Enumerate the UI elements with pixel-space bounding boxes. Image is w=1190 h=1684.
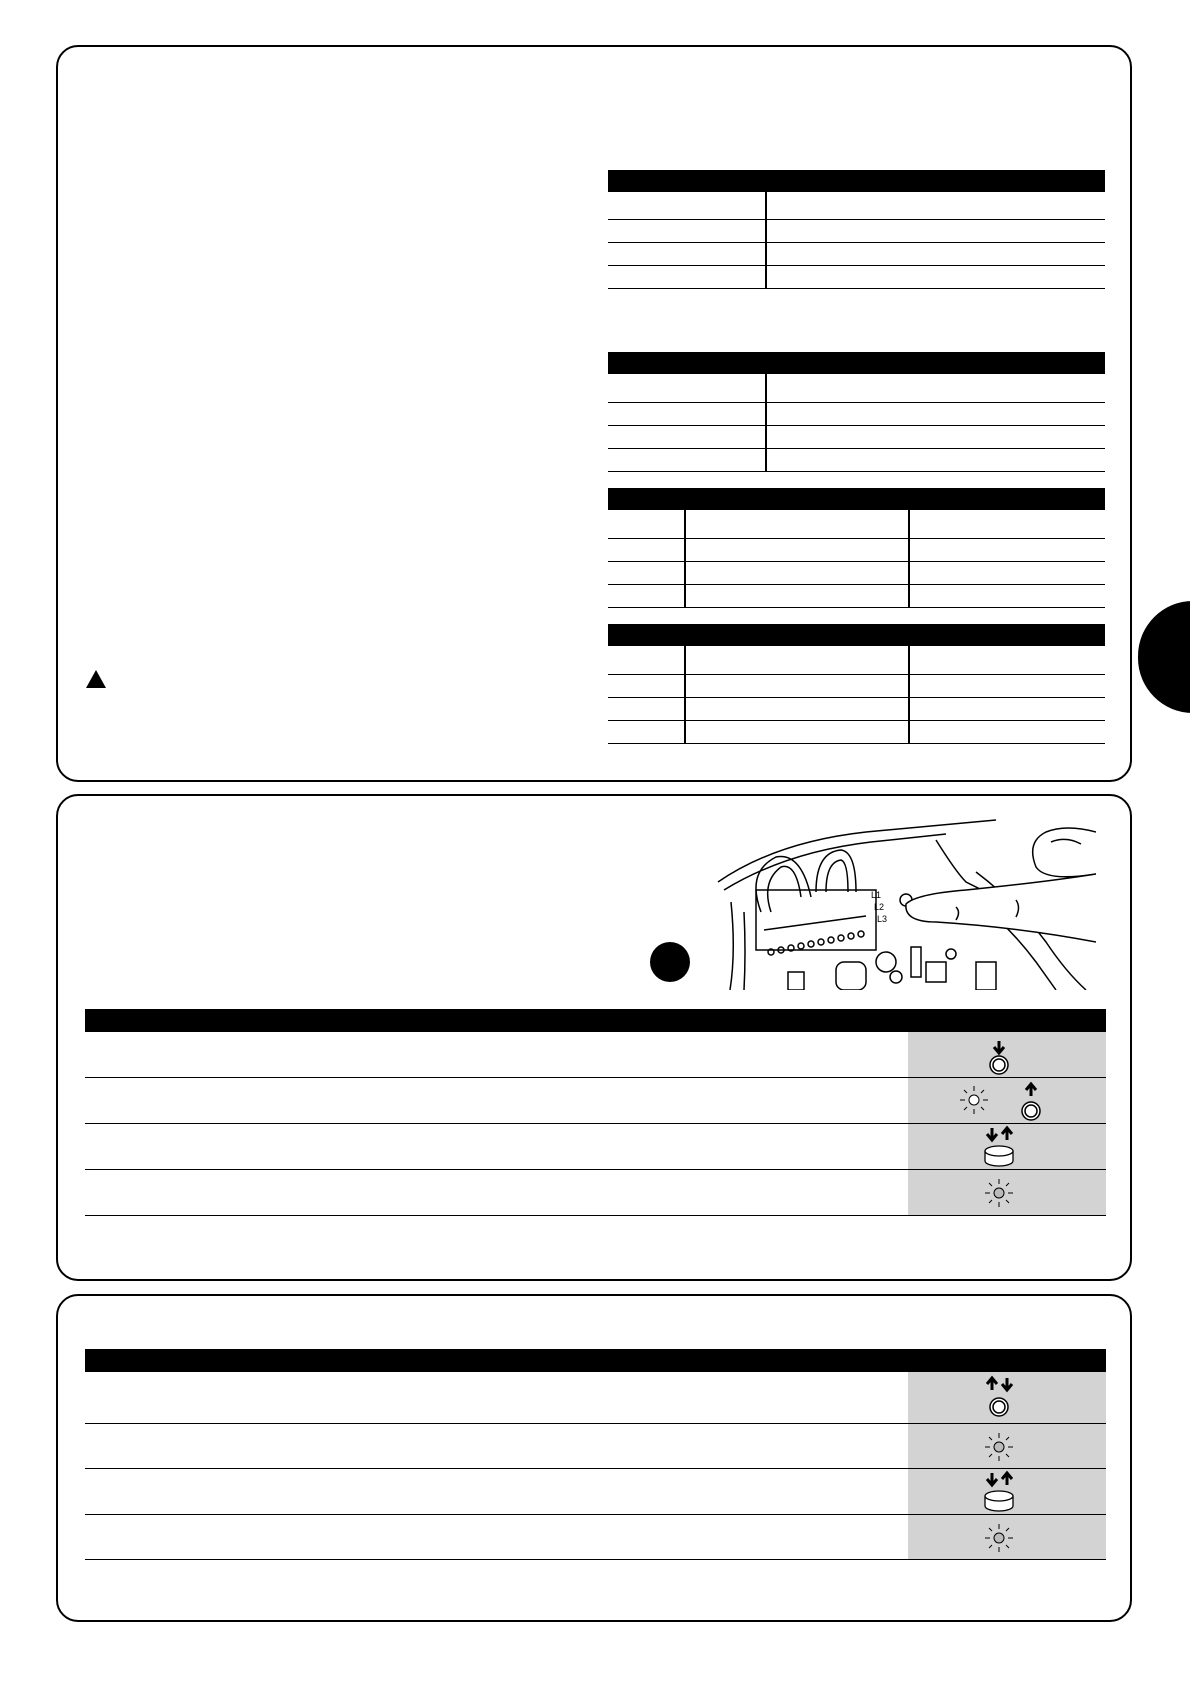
- procedure-table-2: [85, 1349, 1106, 1560]
- table-4: [608, 624, 1105, 744]
- table-row: [608, 562, 1105, 585]
- table-row: [85, 1515, 1106, 1560]
- press-release-transmitter-icon: [908, 1124, 1106, 1169]
- led-label-l2: L2: [874, 902, 885, 912]
- table-row: [85, 1170, 1106, 1216]
- press-button-down-icon: [908, 1032, 1106, 1077]
- procedure-table-1: [85, 1009, 1106, 1216]
- press-release-button-icon: [908, 1372, 1106, 1423]
- table-row: [85, 1078, 1106, 1124]
- procedure-table-1-header: [85, 1009, 1106, 1032]
- table-2: [608, 352, 1105, 472]
- table-row: [85, 1469, 1106, 1515]
- table-row: [608, 220, 1105, 243]
- table-row: [608, 675, 1105, 698]
- warning-triangle-icon: [86, 670, 106, 688]
- led-blink-icon: [908, 1424, 1106, 1468]
- table-1: [608, 170, 1105, 289]
- table-2-header: [608, 352, 1105, 374]
- led-blink-icon: [908, 1170, 1106, 1215]
- table-row: [85, 1424, 1106, 1469]
- figure-number-badge: [650, 942, 690, 982]
- side-section-tab: [1138, 601, 1190, 713]
- table-row: [608, 585, 1105, 608]
- led-blink-release-button-icon: [908, 1078, 1106, 1123]
- table-row: [608, 721, 1105, 744]
- table-row: [608, 510, 1105, 539]
- table-4-header: [608, 624, 1105, 646]
- table-row: [608, 374, 1105, 403]
- procedure-table-2-header: [85, 1349, 1106, 1372]
- table-1-header: [608, 170, 1105, 192]
- table-row: [85, 1124, 1106, 1170]
- table-row: [608, 192, 1105, 220]
- table-row: [608, 266, 1105, 289]
- circuit-board-illustration: [716, 812, 1096, 990]
- table-row: [608, 403, 1105, 426]
- led-label-l3: L3: [877, 914, 888, 924]
- led-label-l1: L1: [871, 890, 882, 900]
- table-row: [608, 646, 1105, 675]
- table-row: [608, 539, 1105, 562]
- table-3-header: [608, 488, 1105, 510]
- table-row: [608, 698, 1105, 721]
- table-row: [608, 243, 1105, 266]
- table-row: [608, 449, 1105, 472]
- table-row: [608, 426, 1105, 449]
- table-row: [85, 1032, 1106, 1078]
- led-blink-icon: [908, 1515, 1106, 1559]
- table-3: [608, 488, 1105, 608]
- table-row: [85, 1372, 1106, 1424]
- press-release-transmitter-icon: [908, 1469, 1106, 1514]
